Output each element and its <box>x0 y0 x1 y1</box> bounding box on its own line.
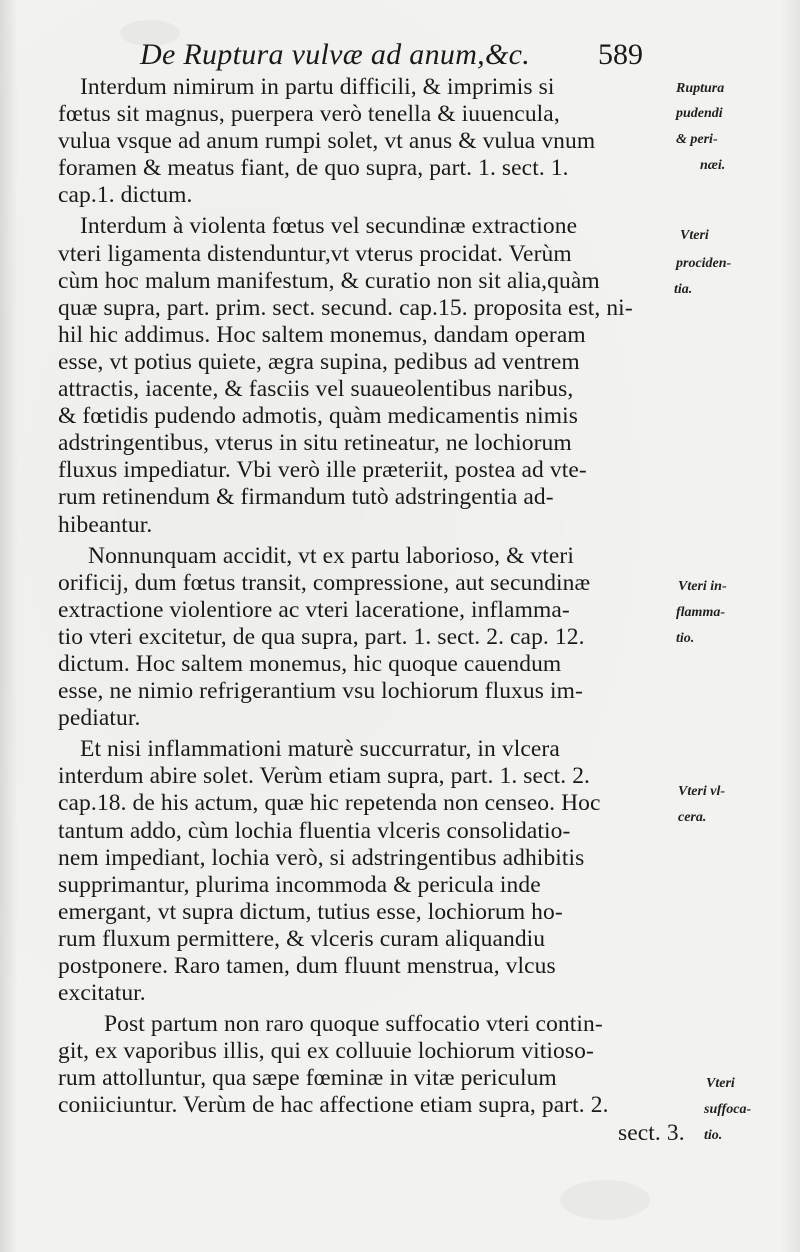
text-line: interdum abire solet. Verùm etiam supra, part. 1. sect. 2. <box>58 763 591 790</box>
text-line: supprimantur, plurima incommoda & pericula inde <box>58 871 541 898</box>
text-line: Et nisi inflammationi maturè succurratur, in vlcera <box>80 736 560 763</box>
paper-stain <box>560 1180 650 1220</box>
text-line: esse, ne nimio refrigerantium vsu lochiorum fluxus im- <box>58 678 583 705</box>
text-line: Interdum nimirum in partu difficili, & imprimis si <box>80 74 555 100</box>
text-line: coniiciuntur. Verùm de hac affectione etiam supra, part. 2. <box>58 1092 609 1119</box>
text-line: foramen & meatus fiant, de quo supra, part. 1. sect. 1. <box>58 155 569 182</box>
text-line: Nonnunquam accidit, vt ex partu laborioso, & vteri <box>88 542 574 569</box>
text-line: cap.18. de his actum, quæ hic repetenda non censeo. Hoc <box>58 790 601 817</box>
text-line: fluxus impediatur. Vbi verò ille præteriit, postea ad vte- <box>58 457 587 484</box>
text-line: & fœtidis pudendo admotis, quàm medicamentis nimis <box>58 403 578 430</box>
text-line: rum retinendum & firmandum tutò adstringentia ad- <box>58 484 554 511</box>
text-line: quæ supra, part. prim. sect. secund. cap.15. proposita est, ni- <box>58 294 633 321</box>
margin-note: cera. <box>678 810 707 825</box>
text-line: tio vteri excitetur, de qua supra, part. 1. sect. 2. cap. 12. <box>58 623 585 650</box>
text-line: Post partum non raro quoque suffocatio vteri contin- <box>104 1011 603 1038</box>
margin-note: & peri- <box>676 132 718 147</box>
text-line: orificij, dum fœtus transit, compressione, aut secundinæ <box>58 569 591 596</box>
body-text <box>58 74 685 1147</box>
text-line: cap.1. dictum. <box>58 182 193 209</box>
text-line: rum attolluntur, qua sæpe fœminæ in vitæ periculum <box>58 1065 557 1092</box>
margin-note: tio. <box>676 631 695 646</box>
text-line: attractis, iacente, & fasciis vel suaueolentibus naribus, <box>58 376 574 403</box>
running-title: De Ruptura vulvæ ad anum,&c. <box>140 38 531 71</box>
text-line: git, ex vaporibus illis, qui ex colluuie lochiorum vitioso- <box>58 1038 594 1065</box>
text-line: cùm hoc malum manifestum, & curatio non sit alia,quàm <box>58 267 600 294</box>
text-line: rum fluxum permittere, & vlceris curam aliquandiu <box>58 925 546 952</box>
text-line: vteri ligamenta distenduntur,vt vterus procidat. Verùm <box>58 240 572 267</box>
margin-note: suffoca- <box>704 1102 752 1117</box>
text-line: hil hic addimus. Hoc saltem monemus, dandam operam <box>58 321 586 348</box>
text-line: excitatur. <box>58 980 146 1007</box>
margin-note: Ruptura <box>676 81 725 96</box>
margin-note: pudendi <box>676 106 723 121</box>
margin-note: flamma- <box>676 605 725 620</box>
running-head <box>0 38 680 78</box>
text-line: dictum. Hoc saltem monemus, hic quoque cauendum <box>58 650 562 677</box>
margin-note: Vteri vl- <box>678 784 726 799</box>
text-line: pediatur. <box>58 705 141 732</box>
margin-note: Vteri <box>706 1076 735 1091</box>
text-line: postponere. Raro tamen, dum fluunt menstrua, vlcus <box>58 953 556 979</box>
catchword: sect. 3. <box>618 1119 685 1146</box>
margin-note: tio. <box>704 1128 723 1143</box>
page-number: 589 <box>598 38 643 71</box>
margin-note: Vteri <box>680 228 709 243</box>
text-line: emergant, vt supra dictum, tutius esse, lochiorum ho- <box>58 898 563 925</box>
margin-note: tia. <box>674 282 693 297</box>
text-line: nem impediant, lochia verò, si adstringentibus adhibitis <box>58 844 585 871</box>
text-line: hibeantur. <box>58 511 153 538</box>
text-line: tantum addo, cùm lochia fluentia vlceris consolidatio- <box>58 817 571 844</box>
text-line: extractione violentiore ac vteri laceratione, inflamma- <box>58 596 570 623</box>
margin-note: Vteri in- <box>678 579 727 594</box>
text-line: fœtus sit magnus, puerpera verò tenella & iuuencula, <box>58 101 560 128</box>
text-line: vulua vsque ad anum rumpi solet, vt anus & vulua vnum <box>58 128 596 155</box>
margin-note: prociden- <box>676 256 732 271</box>
text-line: esse, vt potius quiete, ægra supina, pedibus ad ventrem <box>58 348 580 375</box>
text-line: adstringentibus, vterus in situ retineatur, ne lochiorum <box>58 430 572 457</box>
margin-note: næi. <box>700 158 726 173</box>
text-line: Interdum à violenta fœtus vel secundinæ extractione <box>80 213 578 240</box>
